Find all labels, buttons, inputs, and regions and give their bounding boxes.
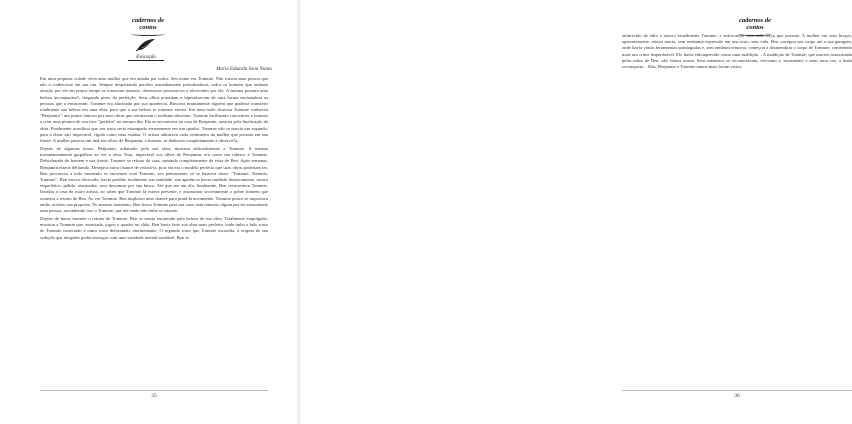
- page-number: 36: [734, 393, 740, 399]
- header-logo: [118, 17, 178, 36]
- right-page: [300, 0, 852, 424]
- paragraph: Depois de horas fazendo o retrato de Tommie, Ben se sentia encantado pela beleza de sua obra. Totalmente empolgado, mostrou a Tommie que, assustada, jogou o quadro no chão. Ben havia feito sua obra mais perfeita; onde tinha o belo rosto de Tommie conectado a outro rosto deformado, atormentante. O segundo rosto que Tommie escondia, a origem de sua sedução que ninguém podia enxergar com uma sanidade mental saudável. Ben se: [40, 216, 268, 240]
- paragraph: Depois de algumas horas, Benjamin, admirado pela sua obra, mostrou delicadamente a Tommie. A mesma instantaneamente gargalhou ao ver a obra. Esta, impecável aos olhos de Benjamin, era como um rabisco à Tommie. Debochando do homem e sua fronte, Tommie se retirou da casa, sumindo completamente da vista de Ben. Após semanas, Benjamin estava delirando. Desejava outra chance de retratá-la, pois ela era o modelo perfeito que suas obras poderiam ter. Ben procurava a todo momento se encontrar com Tommie, seu pensamento só se baseava nisso: "Tommie, Tommie, Tommie". Ben estava obcecado, havia perdido totalmente sua sanidade, sua aparência havia mudado drasticamente, estava esquelético, pálido, assustador, sem descansar por sua busca. Até que em um dia, finalmente, Ben reencontrou Tommie. Invadiu a casa de outro artista, ao saber que Tommie lá estava presente, e assassinou secretamente o pobre homem que reaizava a retrato de Ben. Ao ver Tommie, Ben implorou uma chance para pintá-la novamente. Tommie pouco se importava então, aceitou sua proposta. No mesmo momento, Ben levou Tommie para sua casa, sem remorso algum por ter assassinado uma pessoa, escondendo isso a Tommie, que até então não tinha se situado.: [40, 146, 268, 214]
- logo-line1: cadernos de: [132, 17, 164, 24]
- footer-rule: [622, 390, 852, 391]
- page-number: 35: [151, 393, 157, 399]
- feather-quill-icon: [133, 37, 159, 53]
- footer-rule: [40, 390, 268, 391]
- paragraph: Em uma pequena cidade vivia uma mulher que era amada por todos. Seu nome era Tommie. Não existia uma pessoa que não a conhecesse em sua rua. Sempre despertando paixões estranhamente perturbadoras, todos os homens que sentiam atração por ela em pouco tempo se tornavam insanos, obsessivos possessivos e obcecados por ela. A mesma possuía uma beleza incomparável, chegando perto da perfeição. Seus olhos possuíam e hipnotizavam de uma forma encantadora as pessoas que a encaravam. Tommie era alucinada por sua aparência. Buscava insanamente alguém que pudesse transferir totalmente sua beleza em uma obra, para que a sua beleza se tornasse eterna. Em uma noite chuvosa Tommie conheceu "Benjamin", um pintor famoso por suas obras que retratavam o realismo absoluto. Tommie facilmente convenceu o homem a criar uma pintura de sua face "perfeita" no mesmo dia. Ela se encontrava na casa de Benjamin, ansiosa pela finalização da obra. Finalmente acreditou que seu rosto seria estampado eternamente em um quadro. Tommie não se movia um segundo, para a obrar sair impecável, rígida como uma estátua. O artista admirava cada centímetro da mulher que possuía em sua frente. A mulher parecia um ímã aos olhos de Benjamin, o mesmo, se dedicava completamente a observá-la.: [40, 76, 268, 144]
- emblem-caption: Evocação: [128, 55, 164, 61]
- left-page: [0, 0, 300, 424]
- logo-line1: cadernos de: [739, 17, 771, 24]
- left-body-text: [40, 76, 268, 388]
- logo-line2: contos: [746, 24, 764, 31]
- right-body-text: [622, 33, 852, 113]
- logo-line2: contos: [139, 24, 157, 31]
- author-name: Maria Eduarda Sena Nunes: [216, 67, 272, 72]
- paragraph: enfurecido de ódio e atacou brutalmente Tommie, e enforcando com toda força que possuía. A mulher em seus braços, aparentemente, estava morta, sem nenhuma expressão em seu rosto, sem vida. Ben carregou seu corpo até a sua garagem, onde havia várias ferramentas pontiagudas e, sem nenhum remorso, começou a desmembrar o corpo de Tommie, cometendo mais um crime imperdoável. Ele havia enlouquecido como uma maldição... A maldição de Tommie, que morreu assassinada pelas mãos de Ben, não estava morta. Seus membros se reconectavam, reviviam e, novamente e mais uma vez, a linda reconquista... Mas, Benjamin e Tommie nunca mais foram vistos.: [622, 33, 852, 70]
- logo-swash: [131, 32, 165, 36]
